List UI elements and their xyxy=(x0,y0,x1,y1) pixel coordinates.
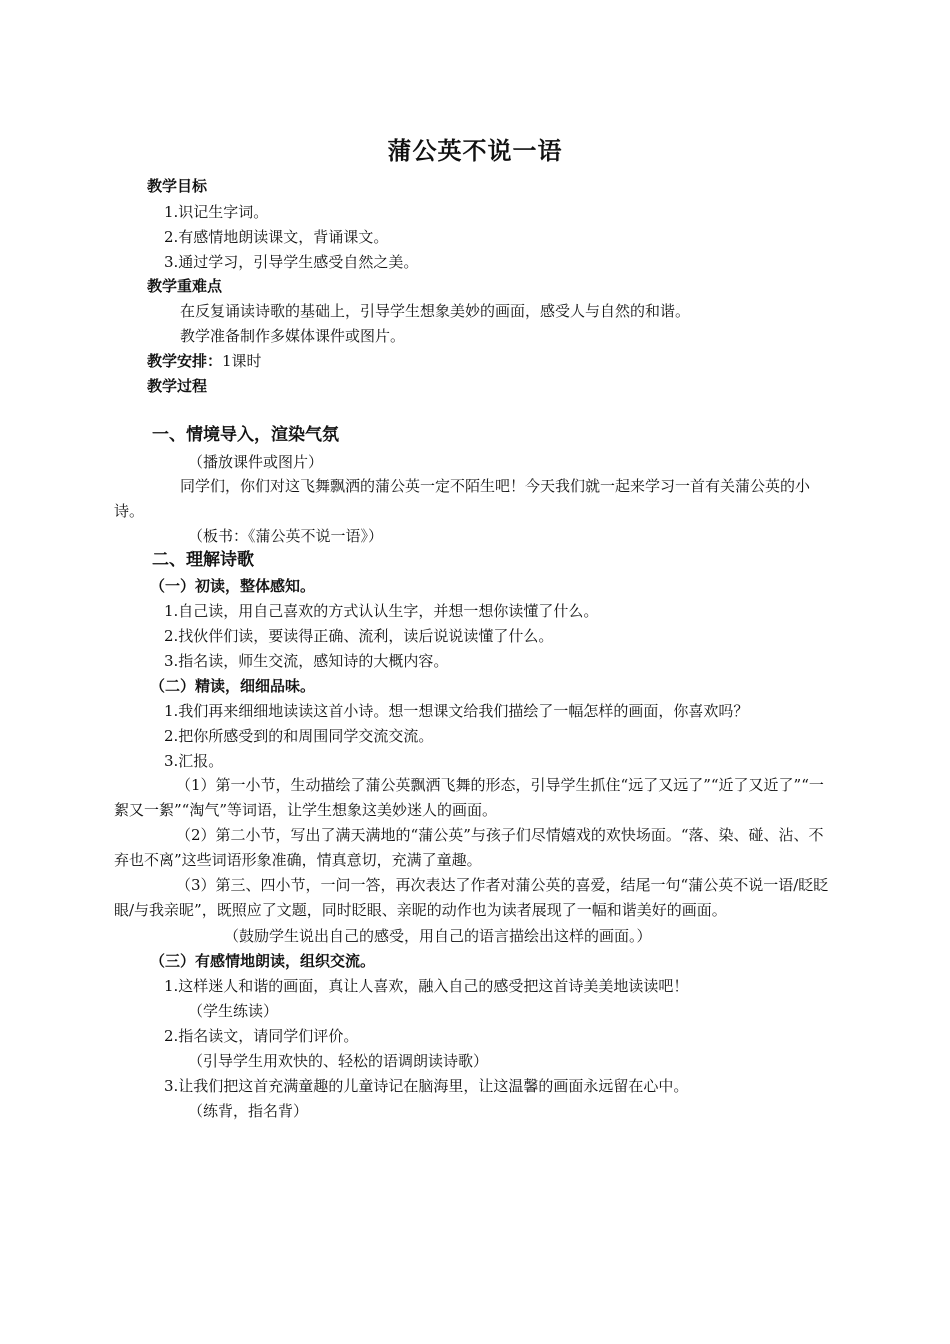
report-paragraph: （2）第二小节，写出了满天满地的“蒲公英”与孩子们尽情嬉戏的欢快场面。“落、染、碰、沾、不弃也不离”这些词语形象准确，情真意切，充满了童趣。 xyxy=(114,826,824,869)
goals-heading: 教学目标 xyxy=(147,177,208,195)
section1-paragraph: 同学们，你们对这飞舞飘洒的蒲公英一定不陌生吧！今天我们就一起来学习一首有关蒲公英的小诗。 xyxy=(114,477,811,520)
preparation-text: 教学准备制作多媒体课件或图片。 xyxy=(180,327,406,345)
sub3-note: （练背，指名背） xyxy=(188,1102,309,1120)
sub3-item: 3.让我们把这首充满童趣的儿童诗记在脑海里，让这温馨的画面永远留在心中。 xyxy=(164,1077,689,1095)
sub3-item: 2.指名读文，请同学们评价。 xyxy=(164,1027,359,1045)
sub2-heading: （二）精读，细细品味。 xyxy=(150,677,316,695)
process-heading: 教学过程 xyxy=(147,377,208,395)
sub3-note: （学生练读） xyxy=(188,1002,279,1020)
key-points-text: 在反复诵读诗歌的基础上，引导学生想象美妙的画面，感受人与自然的和谐。 xyxy=(180,302,691,320)
schedule-value: 1课时 xyxy=(222,352,262,370)
sub2-item: 1.我们再来细细地读读这首小诗。想一想课文给我们描绘了一幅怎样的画面，你喜欢吗？ xyxy=(164,702,749,720)
schedule-line xyxy=(147,352,262,370)
section1-heading: 一、情境导入，渲染气氛 xyxy=(152,425,339,445)
sub1-item: 1.自己读，用自己喜欢的方式认认生字，并想一想你读懂了什么。 xyxy=(164,602,599,620)
goal-item: 2.有感情地朗读课文，背诵课文。 xyxy=(164,228,389,246)
sub3-item: 1.这样迷人和谐的画面，真让人喜欢，融入自己的感受把这首诗美美地读读吧！ xyxy=(164,977,689,995)
section1-note: （播放课件或图片） xyxy=(188,453,324,471)
section2-heading: 二、理解诗歌 xyxy=(152,550,254,570)
schedule-label: 教学安排： xyxy=(147,352,223,370)
sub2-item: 3.汇报。 xyxy=(164,752,224,770)
key-points-heading: 教学重难点 xyxy=(147,277,223,295)
document-title: 蒲公英不说一语 xyxy=(387,136,563,165)
section1-board: （板书：《蒲公英不说一语》） xyxy=(188,527,384,545)
sub1-heading: （一）初读，整体感知。 xyxy=(150,577,316,595)
sub3-note: （引导学生用欢快的、轻松的语调朗读诗歌） xyxy=(188,1052,489,1070)
encourage-note: （鼓励学生说出自己的感受，用自己的语言描绘出这样的画面。） xyxy=(224,927,652,945)
goal-item: 3.通过学习，引导学生感受自然之美。 xyxy=(164,253,419,271)
report-paragraph: （1）第一小节，生动描绘了蒲公英飘洒飞舞的形态，引导学生抓住“远了又远了”“近了又近了”“一絮又一絮”“淘气”等词语，让学生想象这美妙迷人的画面。 xyxy=(114,776,824,819)
sub1-item: 2.找伙伴们读，要读得正确、流利，读后说说读懂了什么。 xyxy=(164,627,554,645)
report-paragraph: （3）第三、四小节，一问一答，再次表达了作者对蒲公英的喜爱，结尾一句“蒲公英不说一语/眨眨眼/与我亲昵”，既照应了文题，同时眨眼、亲昵的动作也为读者展现了一幅和谐美好的画面。 xyxy=(114,876,829,919)
goal-item: 1.识记生字词。 xyxy=(164,203,269,221)
sub2-item: 2.把你所感受到的和周围同学交流交流。 xyxy=(164,727,434,745)
sub3-heading: （三）有感情地朗读，组织交流。 xyxy=(150,952,376,970)
sub1-item: 3.指名读，师生交流，感知诗的大概内容。 xyxy=(164,652,449,670)
